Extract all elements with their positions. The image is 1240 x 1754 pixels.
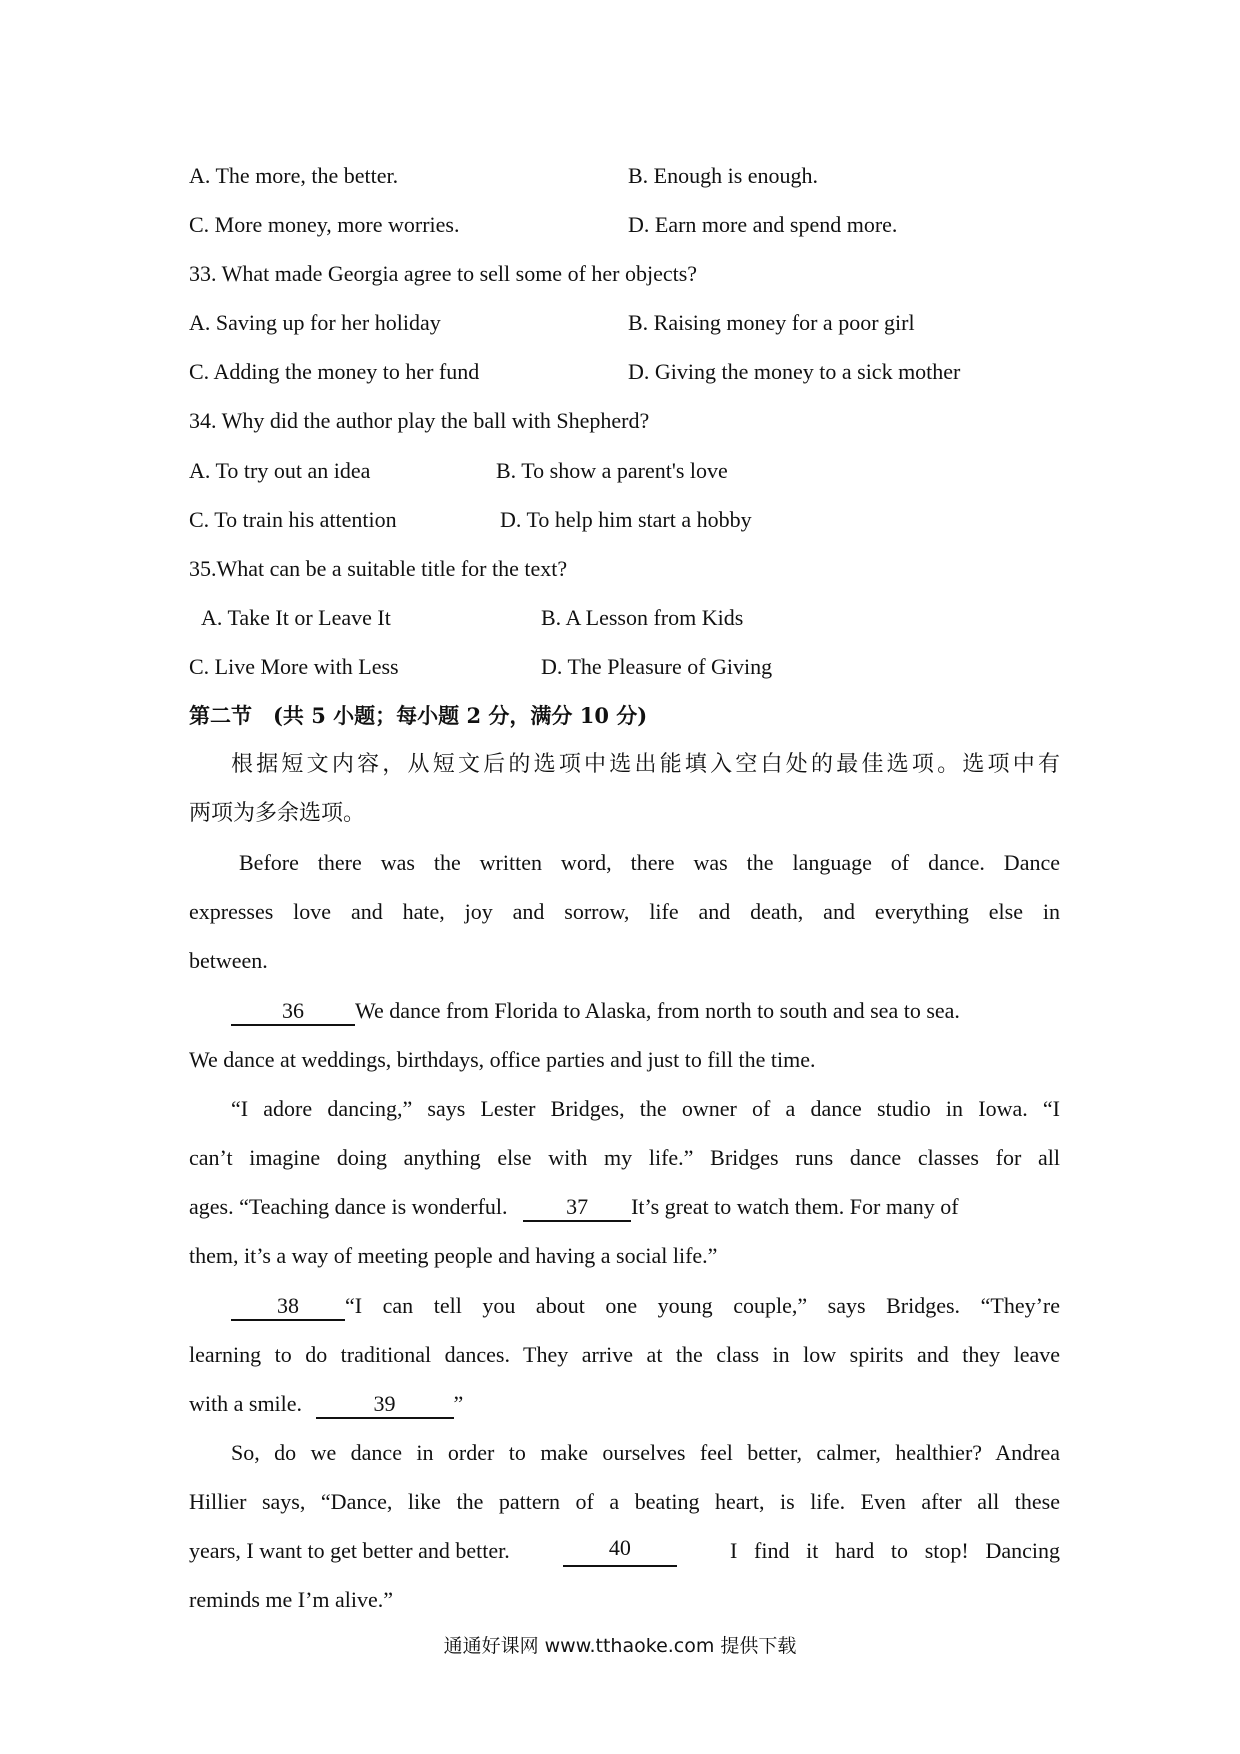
q34-option-c: C. To train his attention <box>189 507 397 532</box>
q35-option-c: C. Live More with Less <box>189 654 399 679</box>
passage-p5-line3 <box>189 1535 1060 1567</box>
passage-p5-line3-post: I find it hard to stop! Dancing <box>730 1538 1060 1563</box>
q32-option-c: C. More money, more worries. <box>189 212 460 237</box>
q34-option-b: B. To show a parent's love <box>496 458 728 483</box>
q32-option-a: A. The more, the better. <box>189 163 399 188</box>
q35-option-b: B. A Lesson from Kids <box>541 605 744 630</box>
footer-watermark: 通通好课网 www.tthaoke.com 提供下载 <box>443 1635 797 1657</box>
section-instruction-line2: 两项为多余选项。 <box>189 801 366 826</box>
passage-p5-line2: Hillier says, “Dance, like the pattern of a beating heart, is life. Even after all these <box>189 1489 1060 1514</box>
passage-p1-line2: expresses love and hate, joy and sorrow, life and death, and everything else in <box>189 899 1060 924</box>
q34-option-d: D. To help him start a hobby <box>500 507 752 532</box>
q32-option-d: D. Earn more and spend more. <box>628 212 898 237</box>
passage-p4-line3-post: ” <box>453 1391 464 1416</box>
passage-p5-line3-pre: years, I want to get better and better. <box>189 1538 510 1563</box>
blank-40[interactable]: 40 <box>563 1535 677 1567</box>
passage-p1-line3: between. <box>189 948 268 973</box>
q33-option-b: B. Raising money for a poor girl <box>628 310 915 335</box>
passage-p3-line4: them, it’s a way of meeting people and having a social life.” <box>189 1243 718 1268</box>
blank-38[interactable]: 38 <box>231 1293 345 1321</box>
q33-stem: 33. What made Georgia agree to sell some of her objects? <box>189 261 698 286</box>
passage-p3-line2: can’t imagine doing anything else with my life.” Bridges runs dance classes for all <box>189 1145 1060 1170</box>
q35-stem: 35.What can be a suitable title for the text? <box>189 556 568 581</box>
blank-39[interactable]: 39 <box>316 1391 454 1419</box>
passage-p4-line1 <box>231 1290 1060 1322</box>
blank-36[interactable]: 36 <box>231 998 355 1026</box>
q34-option-a: A. To try out an idea <box>189 458 371 483</box>
passage-p2-line2: We dance at weddings, birthdays, office parties and just to fill the time. <box>189 1047 816 1072</box>
q34-stem: 34. Why did the author play the ball with Shepherd? <box>189 408 650 433</box>
passage-p3-line1: “I adore dancing,” says Lester Bridges, the owner of a dance studio in Iowa. “I <box>231 1096 1060 1121</box>
passage-p3-line3-post: It’s great to watch them. For many of <box>631 1194 959 1219</box>
q33-option-c: C. Adding the money to her fund <box>189 359 480 384</box>
section-instruction-line1: 根据短文内容，从短文后的选项中选出能填入空白处的最佳选项。选项中有 <box>231 752 1060 777</box>
passage-p4-line3 <box>189 1388 463 1420</box>
section-heading: 第二节 (共 5 小题；每小题 2 分，满分 10 分) <box>189 703 648 728</box>
passage-p3-line3-pre: ages. “Teaching dance is wonderful. <box>189 1194 508 1219</box>
q33-option-d: D. Giving the money to a sick mother <box>628 359 961 384</box>
q33-option-a: A. Saving up for her holiday <box>189 310 441 335</box>
q35-option-d: D. The Pleasure of Giving <box>541 654 773 679</box>
passage-p2-line1 <box>231 995 960 1027</box>
passage-p1-line1: Before there was the written word, there was the language of dance. Dance <box>239 850 1060 875</box>
passage-p4-line3-pre: with a smile. <box>189 1391 303 1416</box>
passage-p3-line3 <box>189 1191 959 1223</box>
passage-p4-line2: learning to do traditional dances. They arrive at the class in low spirits and they leave <box>189 1342 1060 1367</box>
blank-37[interactable]: 37 <box>523 1194 631 1222</box>
q32-option-b: B. Enough is enough. <box>628 163 819 188</box>
q35-option-a: A. Take It or Leave It <box>201 605 391 630</box>
passage-p5-line4: reminds me I’m alive.” <box>189 1587 394 1612</box>
passage-p5-line1: So, do we dance in order to make ourselves feel better, calmer, healthier? Andrea <box>231 1440 1060 1465</box>
passage-p4-line1-text: “I can tell you about one young couple,” says Bridges. “They’re <box>345 1293 1060 1318</box>
passage-p2-line1-text: We dance from Florida to Alaska, from north to south and sea to sea. <box>355 998 960 1023</box>
